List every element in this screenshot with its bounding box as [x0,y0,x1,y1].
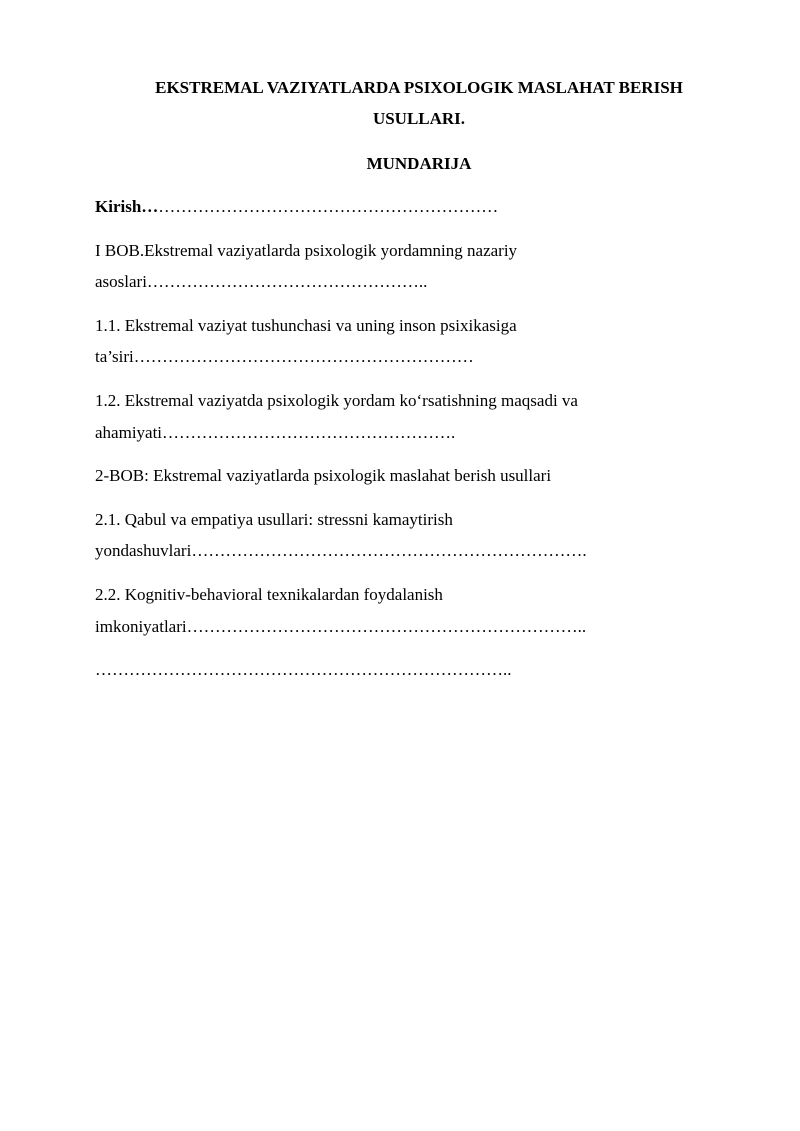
toc-intro-dots: …………………………………………………… [158,197,499,216]
toc-entry-2-1-line2: yondashuvlari……………………………………………………………. [95,541,587,560]
toc-intro-label: Kirish… [95,197,159,216]
document-title [96,72,742,134]
document-title-line-1: EKSTREMAL VAZIYATLARDA PSIXOLOGIK MASLAHAT BERISH [155,78,683,97]
toc-entry-chapter1-line2: asoslari………………………………………….. [95,272,428,291]
toc-entry-1-1-line2: ta’siri…………………………………………………… [95,347,474,366]
toc-entry-intro [95,192,498,222]
toc-heading: MUNDARIJA [366,154,472,173]
toc-entry-2-2-line2: imkoniyatlari…………………………………………………………….. [95,617,587,636]
document-title-line-2: USULLARI. [372,109,466,128]
toc-entry-chapter1-line1: I BOB.Ekstremal vaziyatlarda psixologik yordamning nazariy [95,241,518,260]
toc-trailing-dots: ……………………………………………………………….. [95,660,512,679]
toc-entry-1-2-line1: 1.2. Ekstremal vaziyatda psixologik yordam ko‘rsatishning maqsadi va [95,391,578,410]
toc-entry-2-1-line1: 2.1. Qabul va empatiya usullari: stressni kamaytirish [95,510,453,529]
toc-entry-chapter2: 2-BOB: Ekstremal vaziyatlarda psixologik maslahat berish usullari [95,466,552,485]
toc-entry-2-2-line1: 2.2. Kognitiv-behavioral texnikalardan foydalanish [95,585,443,604]
toc-entry-1-1-line1: 1.1. Ekstremal vaziyat tushunchasi va uning inson psixikasiga [95,316,517,335]
toc-entry-1-2-line2: ahamiyati……………………………………………. [95,423,456,442]
